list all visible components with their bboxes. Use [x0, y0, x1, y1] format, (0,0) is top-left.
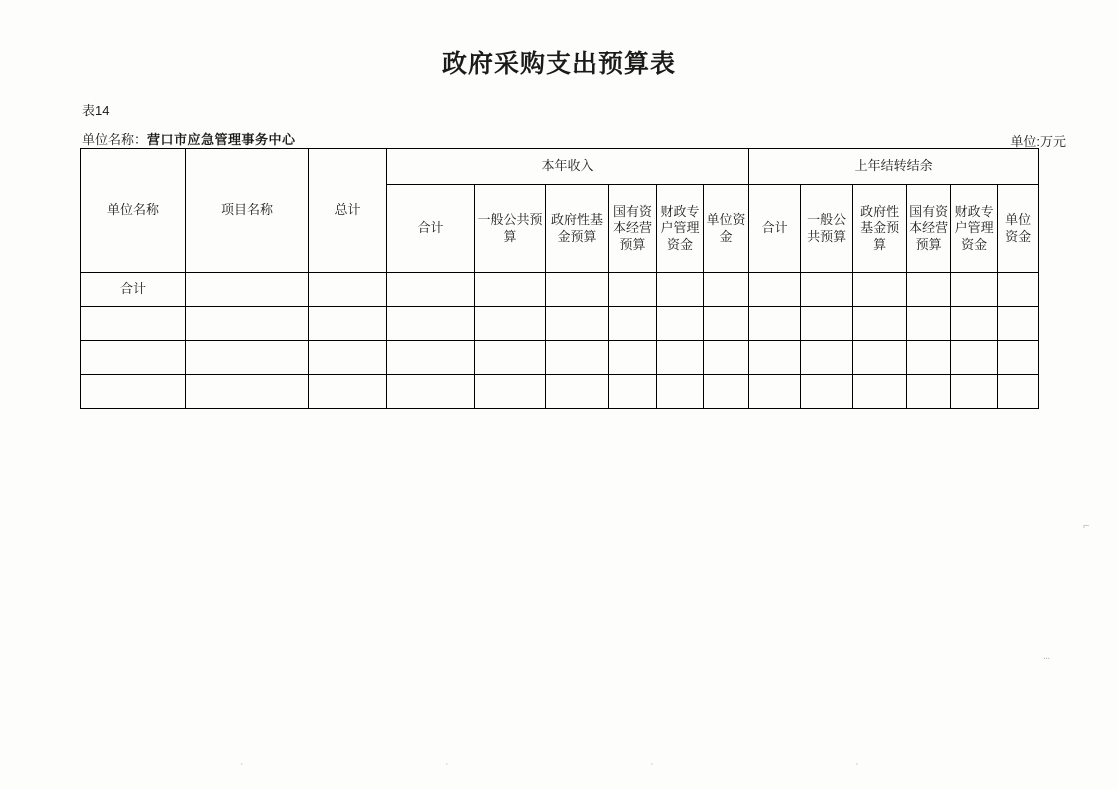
cell-co-general	[801, 375, 853, 409]
header-total: 总计	[309, 149, 387, 273]
cell-co-general	[801, 273, 853, 307]
header-cy-fiscal-account-funds: 财政专户管理资金	[657, 185, 704, 273]
cell-co-capital	[907, 273, 951, 307]
unit-name-value: 营口市应急管理事务中心	[147, 132, 296, 147]
cell-unit-name	[81, 341, 186, 375]
cell-total	[309, 273, 387, 307]
cell-co-account	[951, 273, 998, 307]
unit-name-line	[82, 129, 296, 148]
table-header-row-1	[81, 149, 1039, 185]
cell-project-name	[186, 375, 309, 409]
header-co-general-public-budget: 一般公共预算	[801, 185, 853, 273]
scan-artifact: ⌐	[1083, 520, 1090, 532]
unit-name-label: 单位名称：	[82, 132, 148, 147]
cell-co-total	[749, 273, 801, 307]
cell-project-name	[186, 341, 309, 375]
cell-co-unit	[998, 341, 1039, 375]
cell-cy-general	[475, 307, 546, 341]
table-row	[81, 273, 1039, 307]
header-cy-government-fund-budget: 政府性基金预算	[546, 185, 609, 273]
table-row	[81, 307, 1039, 341]
cell-cy-unit	[704, 341, 749, 375]
cell-co-general	[801, 341, 853, 375]
cell-co-fund	[853, 307, 907, 341]
cell-co-unit	[998, 273, 1039, 307]
cell-cy-unit	[704, 307, 749, 341]
unit-measure: 单位:万元	[1010, 134, 1066, 149]
cell-unit-name: 合计	[81, 273, 186, 307]
header-group-current-year: 本年收入	[387, 149, 749, 185]
cell-co-fund	[853, 341, 907, 375]
cell-cy-unit	[704, 375, 749, 409]
cell-co-unit	[998, 375, 1039, 409]
scan-artifact: ·	[240, 758, 244, 770]
header-unit-name: 单位名称	[81, 149, 186, 273]
header-cy-general-public-budget: 一般公共预算	[475, 185, 546, 273]
scan-artifact: ...	[1043, 650, 1050, 662]
header-project-name: 项目名称	[186, 149, 309, 273]
table-row	[81, 375, 1039, 409]
cell-co-capital	[907, 375, 951, 409]
scan-artifact: ·	[445, 758, 449, 770]
cell-co-fund	[853, 375, 907, 409]
cell-co-total	[749, 375, 801, 409]
cell-cy-total	[387, 375, 475, 409]
cell-total	[309, 341, 387, 375]
cell-cy-account	[657, 375, 704, 409]
cell-co-unit	[998, 307, 1039, 341]
table-number: 表14	[82, 103, 110, 118]
cell-cy-general	[475, 375, 546, 409]
cell-cy-capital	[609, 375, 657, 409]
cell-co-general	[801, 307, 853, 341]
cell-cy-account	[657, 273, 704, 307]
header-co-state-capital-budget: 国有资本经营预算	[907, 185, 951, 273]
cell-co-capital	[907, 307, 951, 341]
cell-cy-unit	[704, 273, 749, 307]
cell-cy-account	[657, 341, 704, 375]
scan-artifact: ·	[650, 758, 654, 770]
cell-cy-account	[657, 307, 704, 341]
cell-co-capital	[907, 341, 951, 375]
cell-project-name	[186, 307, 309, 341]
cell-project-name	[186, 273, 309, 307]
cell-co-total	[749, 307, 801, 341]
cell-cy-general	[475, 341, 546, 375]
header-cy-total: 合计	[387, 185, 475, 273]
table-row	[81, 341, 1039, 375]
cell-cy-fund	[546, 273, 609, 307]
page-title: 政府采购支出预算表	[441, 50, 676, 78]
cell-cy-total	[387, 273, 475, 307]
cell-unit-name	[81, 307, 186, 341]
cell-total	[309, 307, 387, 341]
cell-unit-name	[81, 375, 186, 409]
header-group-carryover: 上年结转结余	[749, 149, 1039, 185]
header-cy-unit-funds: 单位资金	[704, 185, 749, 273]
cell-cy-total	[387, 307, 475, 341]
scan-artifact: ·	[855, 758, 859, 770]
header-co-unit-funds: 单位资金	[998, 185, 1039, 273]
cell-cy-fund	[546, 375, 609, 409]
cell-cy-capital	[609, 273, 657, 307]
cell-co-fund	[853, 273, 907, 307]
cell-cy-total	[387, 341, 475, 375]
header-co-total: 合计	[749, 185, 801, 273]
cell-co-total	[749, 341, 801, 375]
cell-cy-fund	[546, 341, 609, 375]
cell-cy-general	[475, 273, 546, 307]
cell-cy-capital	[609, 341, 657, 375]
cell-co-account	[951, 375, 998, 409]
header-cy-state-capital-budget: 国有资本经营预算	[609, 185, 657, 273]
budget-table	[80, 148, 1039, 409]
cell-total	[309, 375, 387, 409]
cell-co-account	[951, 307, 998, 341]
header-co-government-fund-budget: 政府性基金预算	[853, 185, 907, 273]
cell-cy-fund	[546, 307, 609, 341]
cell-cy-capital	[609, 307, 657, 341]
cell-co-account	[951, 341, 998, 375]
header-co-fiscal-account-funds: 财政专户管理资金	[951, 185, 998, 273]
